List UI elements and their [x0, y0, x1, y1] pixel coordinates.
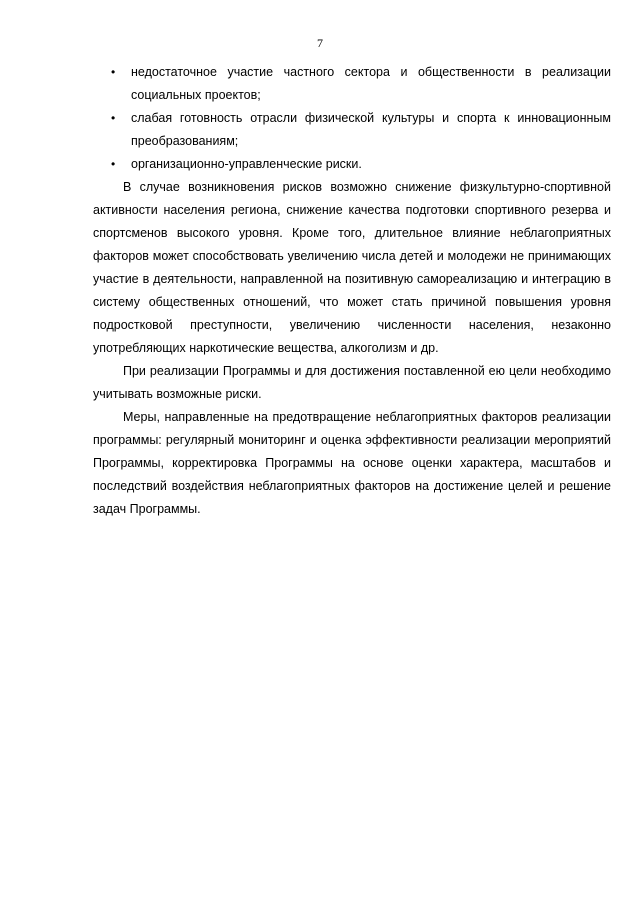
- list-item-text: организационно-управленческие риски.: [131, 157, 362, 171]
- list-item-text: недостаточное участие частного сектора и общественности в реализации социальных проектов;: [131, 65, 611, 102]
- list-item-text: слабая готовность отрасли физической культуры и спорта к инновационным преобразованиям;: [131, 111, 611, 148]
- page-number: 7: [317, 36, 323, 50]
- bullet-icon: •: [111, 111, 116, 125]
- bullet-icon: •: [111, 157, 116, 171]
- bullet-icon: •: [111, 65, 116, 79]
- list-item: [93, 153, 611, 176]
- document-body: [93, 61, 611, 521]
- paragraph-risk-measures: Меры, направленные на предотвращение неблагоприятных факторов реализации программы: регулярный мониторинг и оценка эффективности реализации мероприятий Программы, корректировка Программы на основе оценки характера, масштабов и последствий воздействия неблагоприятных факторов на достижение целей и решение задач Программы.: [93, 410, 611, 516]
- risk-list: [93, 61, 611, 176]
- list-item: [93, 61, 611, 107]
- list-item: [93, 107, 611, 153]
- paragraph-risk-consequences: В случае возникновения рисков возможно снижение физкультурно-спортивной активности населения региона, снижение качества подготовки спортивного резерва и спортсменов высокого уровня. Кроме того, длительное влияние неблагоприятных факторов может способствовать увеличению числа детей и молодежи не принимающих участие в деятельности, направленной на позитивную самореализацию и интеграцию в систему общественных отношений, что может стать причиной повышения уровня подростковой преступности, увеличению численности населения, незаконно употребляющих наркотические вещества, алкоголизм и др.: [93, 180, 611, 355]
- paragraph-risk-consideration: При реализации Программы и для достижения поставленной ею цели необходимо учитывать возможные риски.: [93, 364, 611, 401]
